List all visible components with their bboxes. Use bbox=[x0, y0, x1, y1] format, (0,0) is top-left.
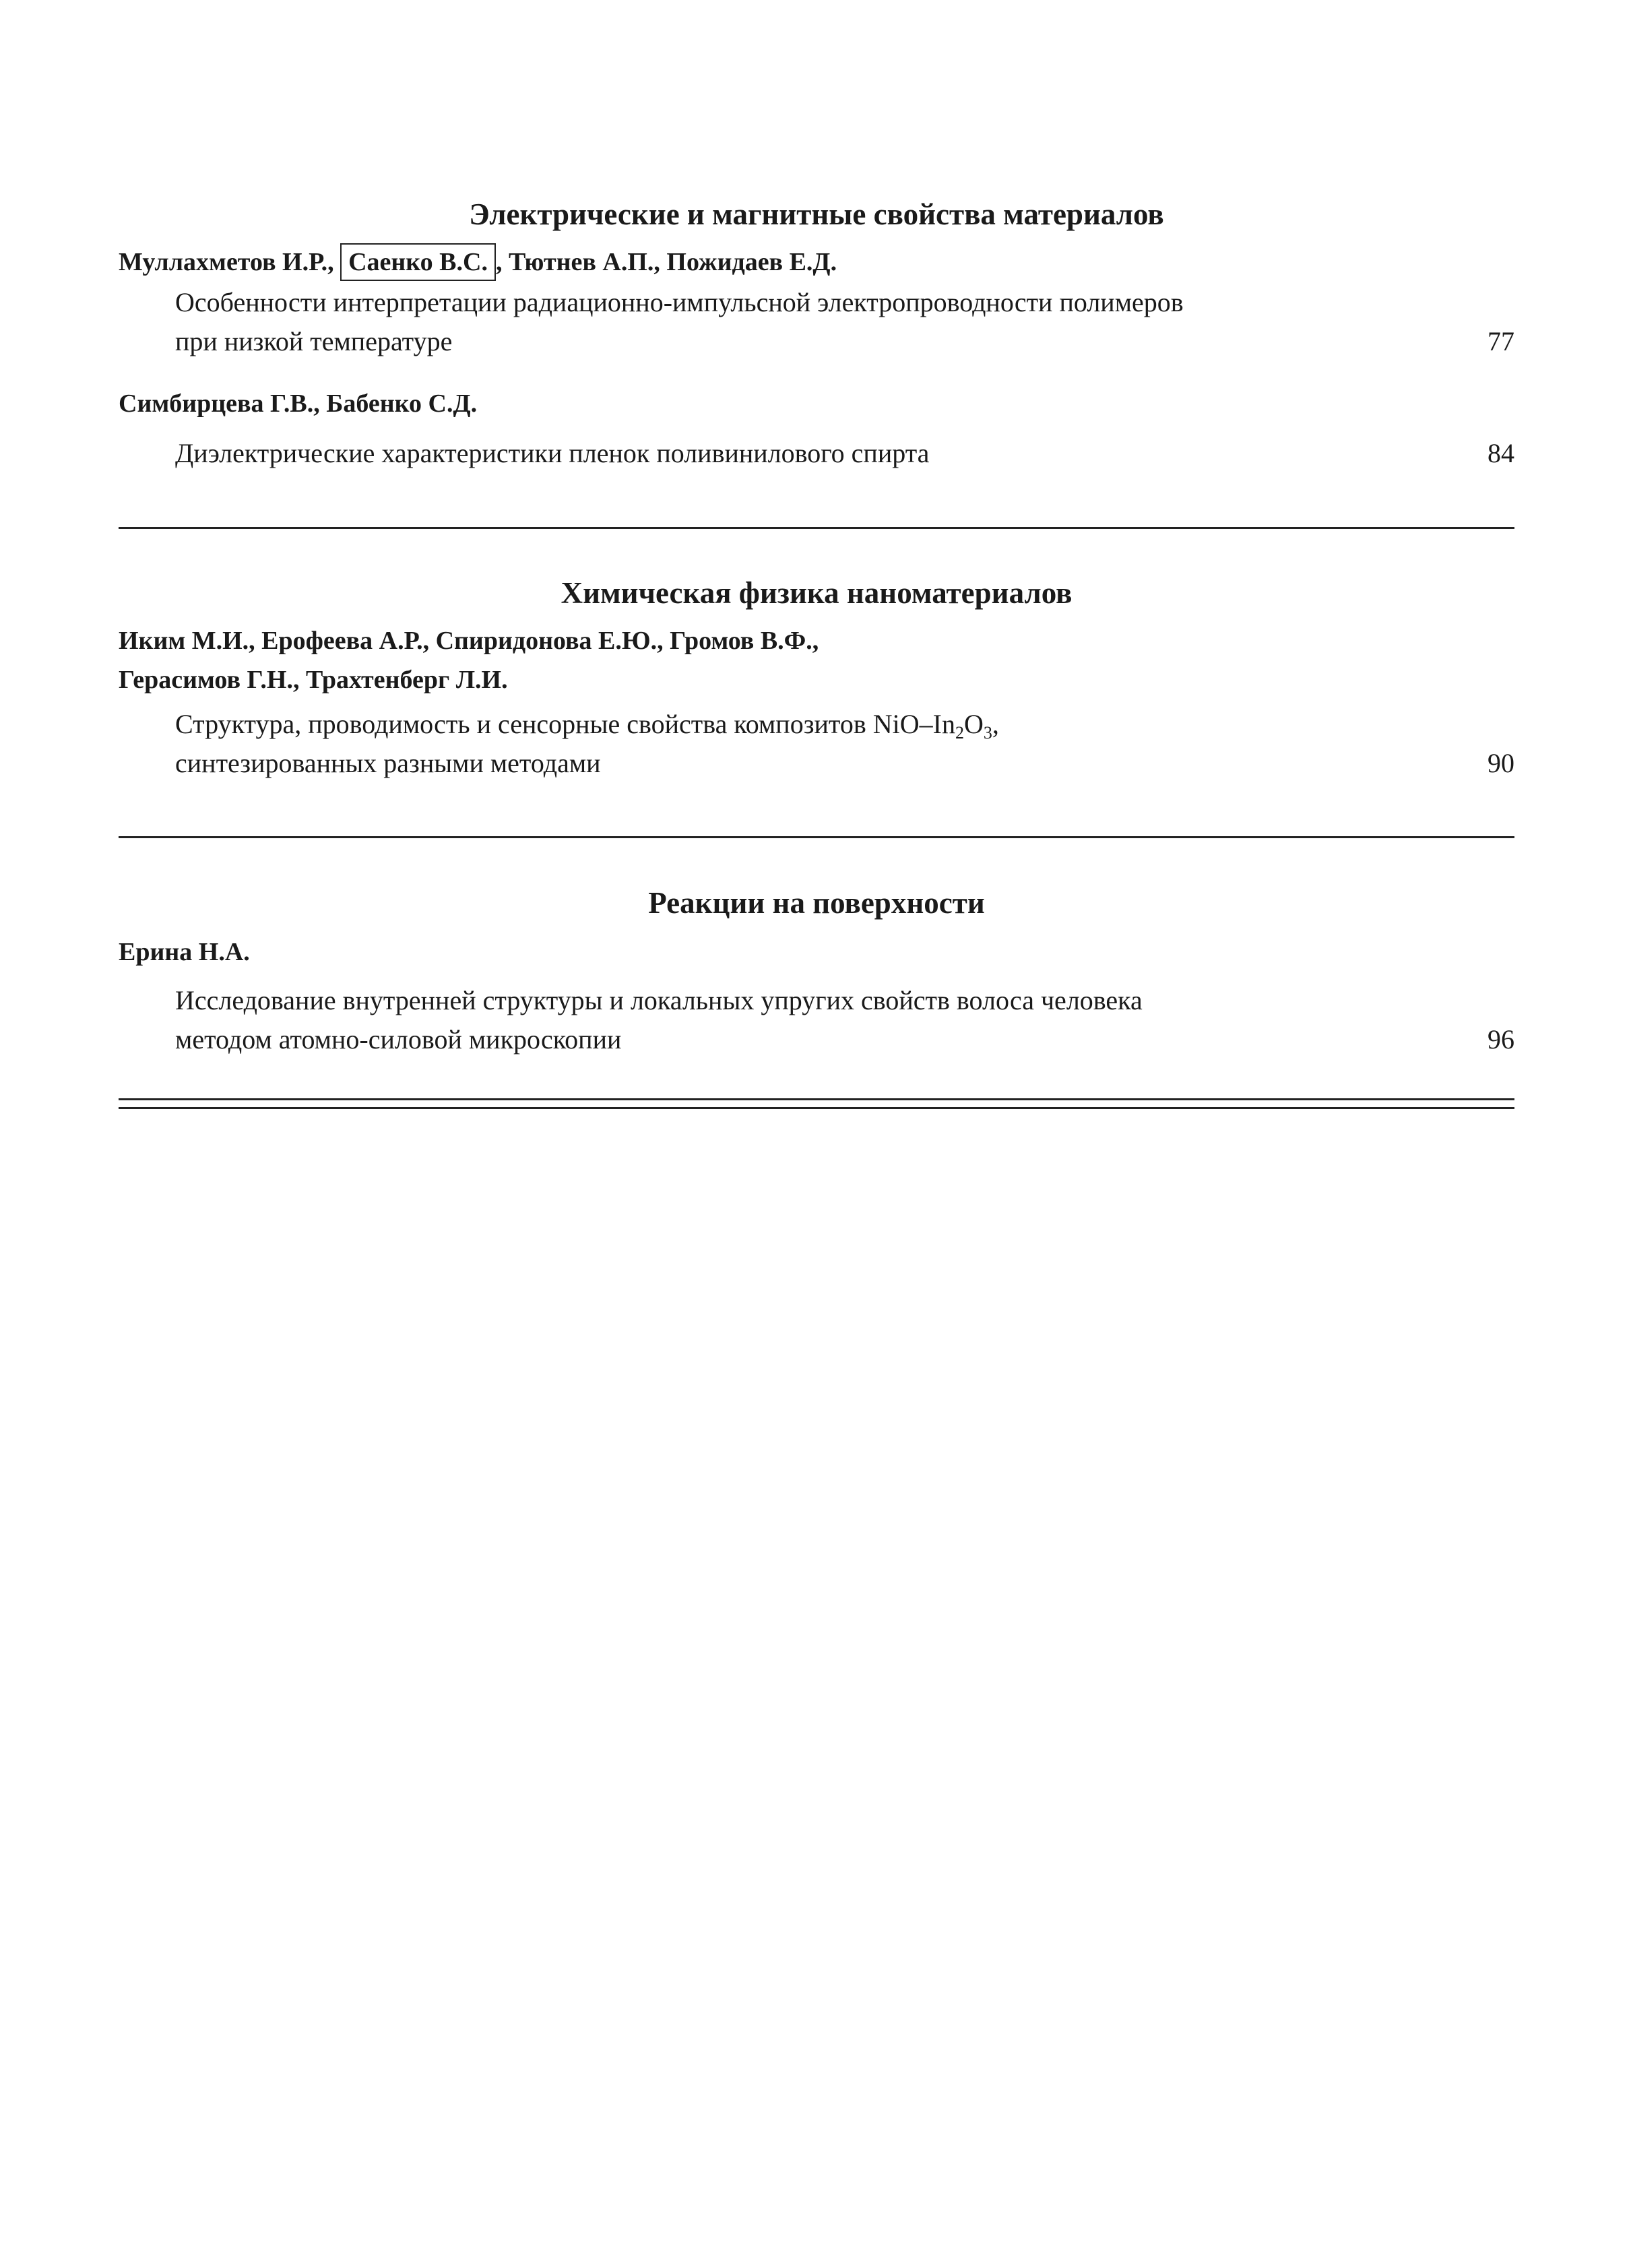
subscript: 2 bbox=[955, 723, 964, 743]
table-of-contents-page bbox=[119, 0, 1514, 2268]
author-list-start: Муллахметов И.Р., bbox=[119, 248, 341, 276]
article-title-line: Особенности интерпретации радиационно-импульсной электропроводности полимеров bbox=[175, 287, 1184, 317]
page-number: 77 bbox=[1488, 326, 1514, 356]
end-divider bbox=[119, 1098, 1514, 1109]
entry-authors bbox=[119, 621, 1514, 699]
subscript: 3 bbox=[983, 723, 992, 743]
article-title-line: методом атомно-силовой микроскопии bbox=[175, 1024, 622, 1054]
entry-authors bbox=[119, 243, 1514, 282]
article-title-line: синтезированных разными методами bbox=[175, 748, 601, 778]
highlighted-author: Саенко В.С. bbox=[340, 243, 496, 281]
entry-authors: Симбирцева Г.В., Бабенко С.Д. bbox=[119, 389, 478, 418]
section-title: Реакции на поверхности bbox=[648, 886, 985, 920]
title-text: O bbox=[963, 709, 984, 739]
toc-section bbox=[119, 195, 1514, 473]
toc-entry bbox=[119, 384, 1514, 473]
page-number: 84 bbox=[1488, 438, 1514, 468]
article-title-line: при низкой температуре bbox=[175, 326, 453, 356]
article-title-line: Исследование внутренней структуры и локальных упругих свойств волоса человека bbox=[175, 985, 1143, 1015]
author-line: Герасимов Г.Н., Трахтенберг Л.И. bbox=[119, 666, 508, 694]
toc-entry bbox=[119, 933, 1514, 1059]
section-divider bbox=[119, 836, 1514, 838]
author-line: Иким М.И., Ерофеева А.Р., Спиридонова Е.Ю., Громов В.Ф., bbox=[119, 627, 819, 655]
entry-article[interactable] bbox=[119, 981, 1514, 1059]
toc-entry bbox=[119, 243, 1514, 361]
entry-authors: Ерина Н.А. bbox=[119, 938, 250, 966]
toc-section bbox=[119, 574, 1514, 783]
page-number: 90 bbox=[1488, 748, 1514, 778]
toc-entry bbox=[119, 621, 1514, 783]
entry-article[interactable] bbox=[119, 705, 1514, 783]
section-divider bbox=[119, 527, 1514, 529]
article-title-line bbox=[175, 705, 1434, 744]
entry-article[interactable] bbox=[119, 434, 1514, 473]
section-title: Химическая физика наноматериалов bbox=[561, 576, 1073, 610]
title-text: Структура, проводимость и сенсорные свойства композитов NiO–In bbox=[175, 709, 955, 739]
toc-section bbox=[119, 884, 1514, 1059]
entry-article[interactable] bbox=[119, 283, 1514, 361]
author-list-end: , Тютнев А.П., Пожидаев Е.Д. bbox=[495, 248, 837, 276]
page-number: 96 bbox=[1488, 1024, 1514, 1054]
title-text: , bbox=[992, 709, 999, 739]
section-title: Электрические и магнитные свойства материалов bbox=[469, 197, 1164, 231]
article-title-line: Диэлектрические характеристики пленок поливинилового спирта bbox=[175, 438, 930, 468]
